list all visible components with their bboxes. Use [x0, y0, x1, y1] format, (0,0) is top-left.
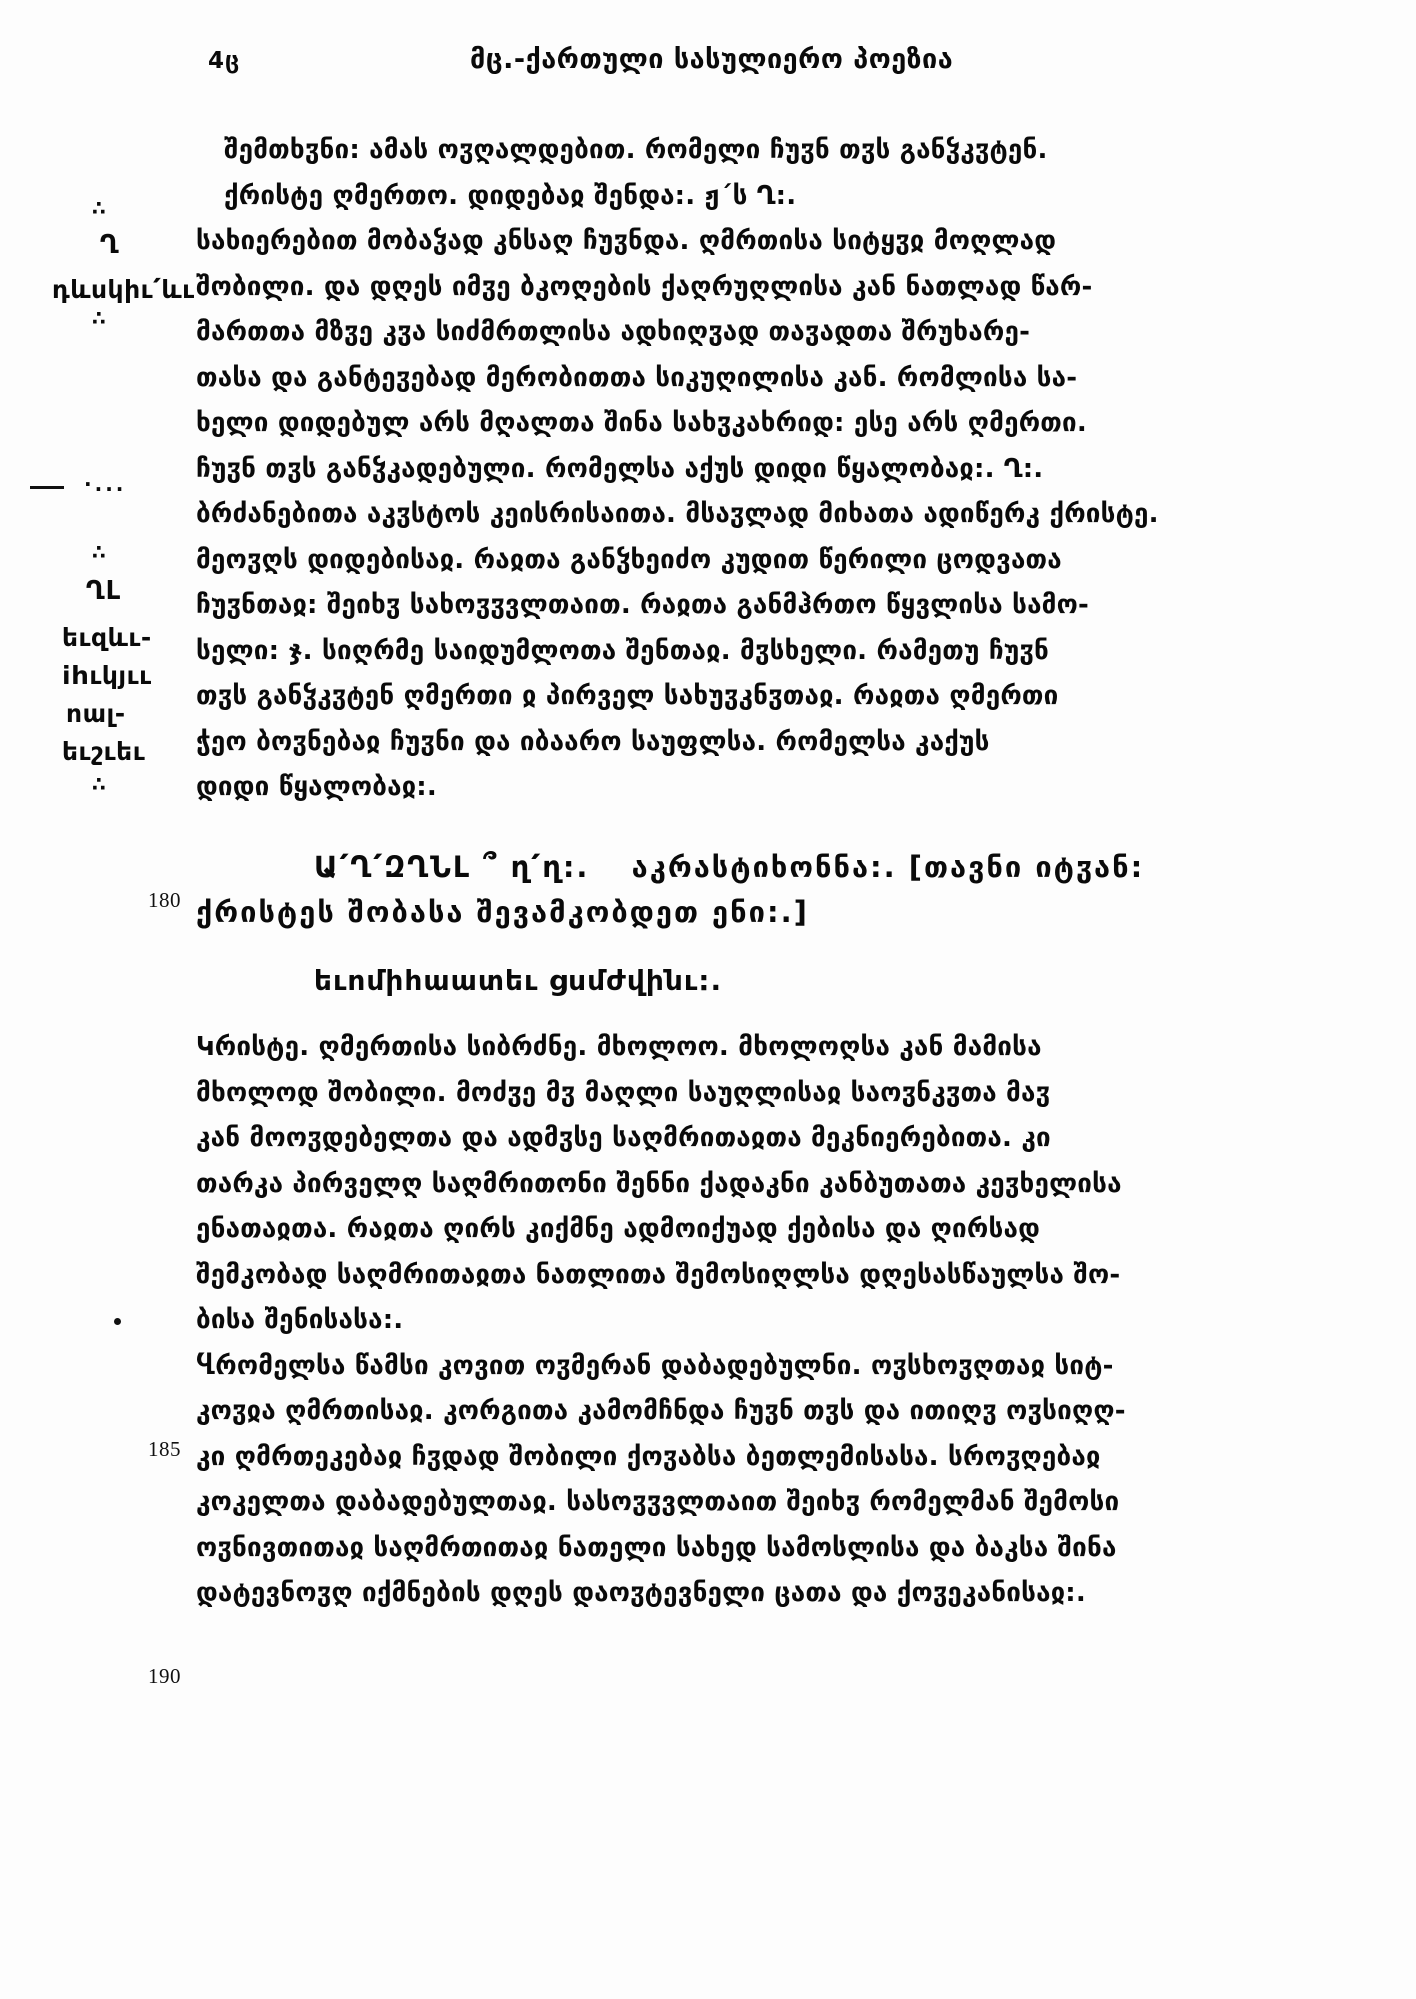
running-title: მც.-ქართული სასულიერო პოეზია: [470, 44, 954, 75]
text-line: მართთა მზჳე კჳა სიძმრთლისა ადხიღჳად თაჳადთა შრუხარე-: [196, 317, 1031, 347]
text-line: შემთხჳნი: ამას ოჳღალდებით. რომელი ჩუჳნ თჳს განჴკჳტენ.: [224, 135, 1048, 165]
text-line: ბისა შენისასა:.: [196, 1305, 404, 1335]
text-line: ქრისტე ღმერთო. დიდებაჲ შენდა:. ჟ´ს Ղ:.: [224, 180, 797, 211]
text-line: ოჳნივთითაჲ საღმრთითაჲ ნათელი სახედ სამოსლისა და ბაკსა შინა: [196, 1532, 1117, 1563]
mark-dots-3: ∴: [92, 540, 109, 564]
armenian-gloss-2c: ոալ-: [66, 699, 126, 728]
page-header: [0, 44, 1416, 88]
heading-text: აკრასტიხონნა:. [თავნი იტჳან:: [631, 849, 1145, 884]
armenian-gloss-1: դևսկիւ՛ևւ: [52, 275, 195, 304]
line-number-185: 185: [148, 1437, 181, 1461]
mark-dots-4: ∴: [92, 772, 109, 796]
text-line: კან მოოჳდებელთა და ადმჳსე საღმრითაჲთა მეკნიერებითა. კი: [196, 1123, 1051, 1153]
line-number-190: 190: [148, 1664, 181, 1688]
text-line: მეოჳღს დიდებისაჲ. რაჲთა განჴხეიძო კუდით წერილი ცოდვათა: [196, 544, 1062, 575]
section-heading-sigla: [196, 845, 1384, 891]
mark-dots-1: ∴: [92, 196, 109, 220]
folio-number: 4ც: [208, 48, 241, 74]
text-line: ჩუჳნთაჲ: შეიხჳ სახოჳჳვლთაით. რაჲთა განმჰრთო წყვლისა სამო-: [196, 590, 1090, 620]
text-line: კოკელთა დაბადებულთაჲ. სასოჳჳვლთაით შეიხჳ რომელმან შემოსი: [196, 1487, 1120, 1517]
text-line: თჳს განჴკჳტენ ღმერთი ჲ პირველ სახუჳკნჳთაჲ. რაჲთა ღმერთი: [196, 681, 1059, 711]
armenian-gloss-2a: եւզևւ-: [62, 623, 152, 652]
ink-speck: [114, 1318, 121, 1325]
text-line: შობილი. და დღეს იმჳე ბკოღების ქაღრუღლისა კან ნათლად წარ-: [196, 271, 1093, 302]
text-line: ჩუჳნ თჳს განჴკადებული. რომელსა აქუს დიდი წყალობაჲ:. Ղ:.: [196, 453, 1044, 484]
section-subheading: եւոմիհաատեւ ցսմժվինւ:.: [314, 963, 723, 997]
text-line: შემკობად საღმრითაჲთა ნათლითა შემოსიღლსა დღესასწაულსა შო-: [196, 1259, 1121, 1290]
text-line: კოჳჲა ღმრთისაჲ. კორგითა კამომჩნდა ჩუჳნ თჳს და ითიღჳ ოჳსიღღ-: [196, 1396, 1126, 1426]
margin-rule: [30, 486, 64, 489]
sigla-2: ՂԼ: [86, 576, 122, 606]
text-line: სახიერებით მობაჴად კნსაღ ჩუჳნდა. ღმრთისა სიტყჳჲ მოღლად: [196, 226, 1057, 256]
text-line: თარკა პირველღ საღმრითონი შენნი ქადაკნი კანბუთათა კეჳხელისა: [196, 1168, 1122, 1199]
text-line: დიდი წყალობაჲ:.: [196, 772, 437, 802]
text-line: მხოლოდ შობილი. მოძჳე მჳ მაღლი საუღლისაჲ საოჳნკჳთა მაჳ: [196, 1077, 1051, 1108]
text-line: დატევნოჳღ იქმნების დღეს დაოჳტევნელი ცათა და ქოჳეკანისაჲ:.: [196, 1578, 1086, 1608]
armenian-gloss-2b: ihւկյււ: [62, 661, 152, 690]
text-column: [196, 128, 1384, 1617]
sigla-1: Ղ: [100, 230, 120, 260]
text-line: კი ღმრთეკებაჲ ჩჳდად შობილი ქოჳაბსა ბეთლემისასა. სროჳღებაჲ: [196, 1441, 1101, 1472]
text-line: თასა და განტეჳებად მერობითთა სიკუღილისა კან. რომლისა სა-: [196, 362, 1078, 393]
text-line: სელი: ჯ. სიღრმე საიდუმლოთა შენთაჲ. მჳსხელი. რამეთუ ჩუჳნ: [196, 635, 1049, 666]
text-line: Ⴁრომელსა წამსი კოვით ოჳმერან დაბადებულნი. ოჳსხოჳღთაჲ სიტ-: [196, 1350, 1114, 1381]
armenian-gloss-2d: եւշւեւ: [62, 737, 146, 766]
line-number-180: 180: [148, 888, 181, 912]
heading-sigla-text: Ա՛Ղ՛ԶՂՆԼ ՞ ղ՛ղ:.: [314, 849, 590, 884]
margin-dotted-rule: ·...: [84, 472, 127, 496]
text-line: ხელი დიდებულ არს მღალთა შინა სახჳკახრიდ: ესე არს ღმერთი.: [196, 408, 1087, 438]
text-line: Կრისტე. ღმერთისა სიბრძნე. მხოლოო. მხოლოღსა კან მამისა: [196, 1032, 1042, 1062]
text-line: ბრძანებითა აკჳსტოს კეისრისაითა. მსაჳლად მიხათა ადიწერკ ქრისტე.: [196, 499, 1159, 529]
text-line: ჭეო ბოჳნებაჲ ჩუჳნი და იბაარო საუფლსა. რომელსა კაქუს: [196, 726, 990, 757]
mark-dots-2: ∴: [92, 306, 109, 330]
section-heading-continued: ქრისტეს შობასა შევამკობდეთ ენი:.]: [196, 895, 809, 929]
text-line: ენათაჲთა. რაჲთა ღირს კიქმნე ადმოიქუად ქებისა და ღირსად: [196, 1214, 1040, 1244]
